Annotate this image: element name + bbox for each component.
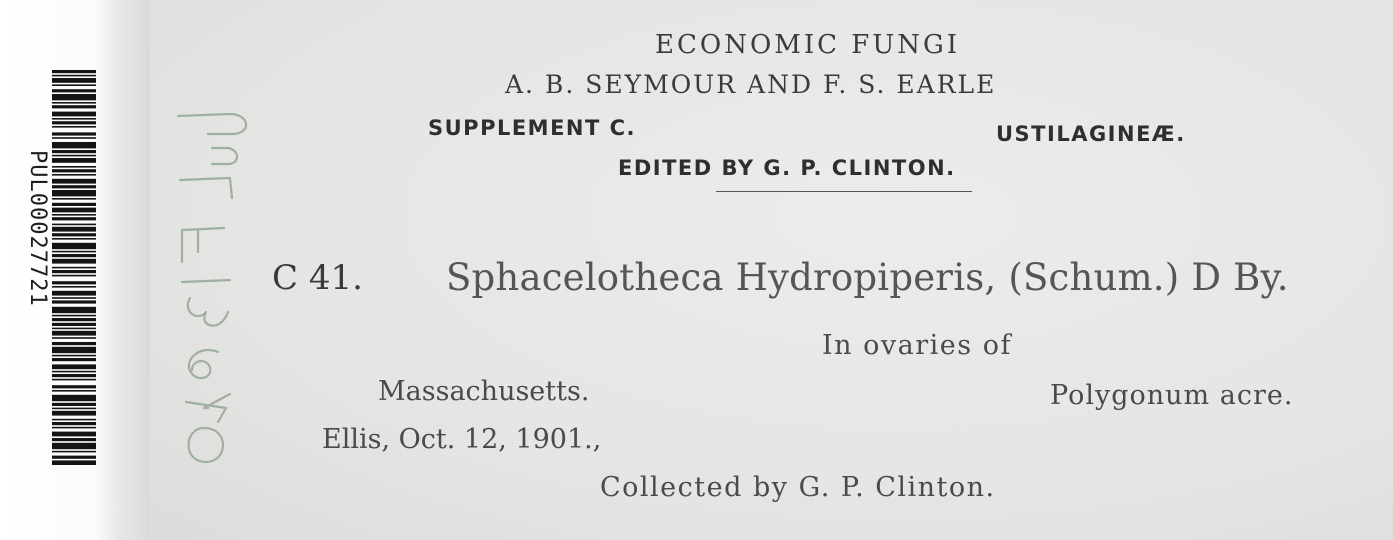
barcode-strip — [0, 0, 150, 540]
locality-date: Ellis, Oct. 12, 1901., — [322, 424, 602, 455]
species-name: Sphacelotheca Hydropiperis, (Schum.) D By. — [446, 256, 1289, 299]
state-name: Massachusetts. — [378, 376, 590, 407]
barcode-graphic — [52, 70, 96, 465]
family-label: USTILAGINEÆ. — [996, 122, 1186, 146]
authors-line: A. B. SEYMOUR AND F. S. EARLE — [505, 70, 997, 99]
divider-rule — [716, 191, 972, 192]
collector-line: Collected by G. P. Clinton. — [600, 472, 996, 503]
handwritten-accession-number — [168, 112, 258, 472]
series-title: ECONOMIC FUNGI — [655, 30, 961, 60]
specimen-number: C 41. — [272, 258, 363, 298]
barcode-number: PUL00027721 — [25, 150, 50, 307]
host-name: Polygonum acre. — [1050, 380, 1294, 411]
habitat-line: In ovaries of — [822, 330, 1012, 361]
supplement-label: SUPPLEMENT C. — [428, 116, 637, 140]
editor-line: EDITED BY G. P. CLINTON. — [618, 156, 956, 180]
